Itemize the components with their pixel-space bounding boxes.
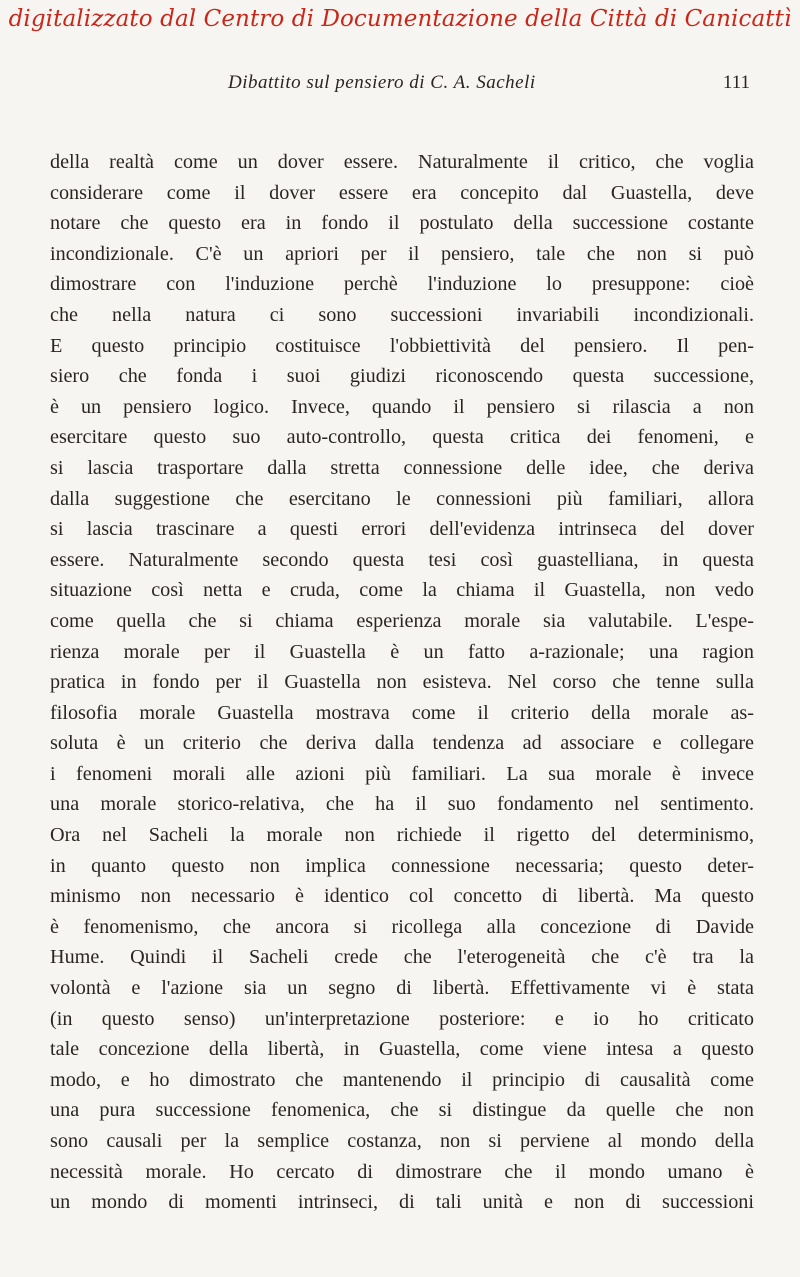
text-line: minismo non necessario è identico col concetto di libertà. Ma questo	[50, 885, 754, 908]
text-line: soluta è un criterio che deriva dalla tendenza ad associare e collegare	[50, 732, 754, 755]
text-line: un mondo di momenti intrinseci, di tali unità e non di successioni	[50, 1191, 754, 1214]
text-line: modo, e ho dimostrato che mantenendo il principio di causalità come	[50, 1068, 754, 1091]
text-line: si lascia trasportare dalla stretta connessione delle idee, che deriva	[50, 456, 754, 479]
text-line: incondizionale. C'è un apriori per il pensiero, tale che non si può	[50, 242, 754, 265]
text-line: dalla suggestione che esercitano le connessioni più familiari, allora	[50, 487, 754, 510]
text-line: in quanto questo non implica connessione necessaria; questo deter-	[50, 854, 754, 877]
text-line: esercitare questo suo auto-controllo, questa critica dei fenomeni, e	[50, 426, 754, 449]
text-line: i fenomeni morali alle azioni più familiari. La sua morale è invece	[50, 762, 754, 785]
text-line: necessità morale. Ho cercato di dimostrare che il mondo umano è	[50, 1160, 754, 1183]
body-text	[50, 147, 754, 1218]
text-line: volontà e l'azione sia un segno di libertà. Effettivamente vi è stata	[50, 977, 754, 1000]
text-line: considerare come il dover essere era concepito dal Guastella, deve	[50, 181, 754, 204]
text-line: è fenomenismo, che ancora si ricollega alla concezione di Davide	[50, 915, 754, 938]
running-title: Dibattito sul pensiero di C. A. Sacheli	[228, 72, 536, 93]
text-line: notare che questo era in fondo il postulato della successione costante	[50, 212, 754, 235]
running-header	[50, 72, 750, 98]
page-number: 111	[722, 72, 750, 93]
text-line: E questo principio costituisce l'obbiettività del pensiero. Il pen-	[50, 334, 754, 357]
text-line: pratica in fondo per il Guastella non esisteva. Nel corso che tenne sulla	[50, 671, 754, 694]
text-line: rienza morale per il Guastella è un fatto a-razionale; una ragion	[50, 640, 754, 663]
text-line: Hume. Quindi il Sacheli crede che l'eterogeneità che c'è tra la	[50, 946, 754, 969]
text-line: una morale storico-relativa, che ha il suo fondamento nel sentimento.	[50, 793, 754, 816]
text-line: filosofia morale Guastella mostrava come il criterio della morale as-	[50, 701, 754, 724]
text-line: sono causali per la semplice costanza, non si perviene al mondo della	[50, 1130, 754, 1152]
text-line: si lascia trascinare a questi errori dell'evidenza intrinseca del dover	[50, 518, 754, 541]
text-line: che nella natura ci sono successioni invariabili incondizionali.	[50, 303, 754, 326]
text-line: (in questo senso) un'interpretazione posteriore: e io ho criticato	[50, 1007, 754, 1030]
text-line: dimostrare con l'induzione perchè l'induzione lo presuppone: cioè	[50, 273, 754, 296]
text-line: essere. Naturalmente secondo questa tesi così guastelliana, in questa	[50, 548, 754, 571]
text-line: siero che fonda i suoi giudizi riconoscendo questa successione,	[50, 365, 754, 388]
text-line: situazione così netta e cruda, come la chiama il Guastella, non vedo	[50, 579, 754, 602]
text-line: della realtà come un dover essere. Naturalmente il critico, che voglia	[50, 151, 754, 173]
text-line: è un pensiero logico. Invece, quando il pensiero si rilascia a non	[50, 395, 754, 418]
text-line: tale concezione della libertà, in Guastella, come viene intesa a questo	[50, 1038, 754, 1061]
text-line: una pura successione fenomenica, che si distingue da quelle che non	[50, 1099, 754, 1122]
text-line: come quella che si chiama esperienza morale sia valutabile. L'espe-	[50, 609, 754, 632]
digitization-watermark: digitalizzato dal Centro di Documentazione della Città di Canicattì	[8, 6, 792, 32]
text-line: Ora nel Sacheli la morale non richiede il rigetto del determinismo,	[50, 824, 754, 847]
